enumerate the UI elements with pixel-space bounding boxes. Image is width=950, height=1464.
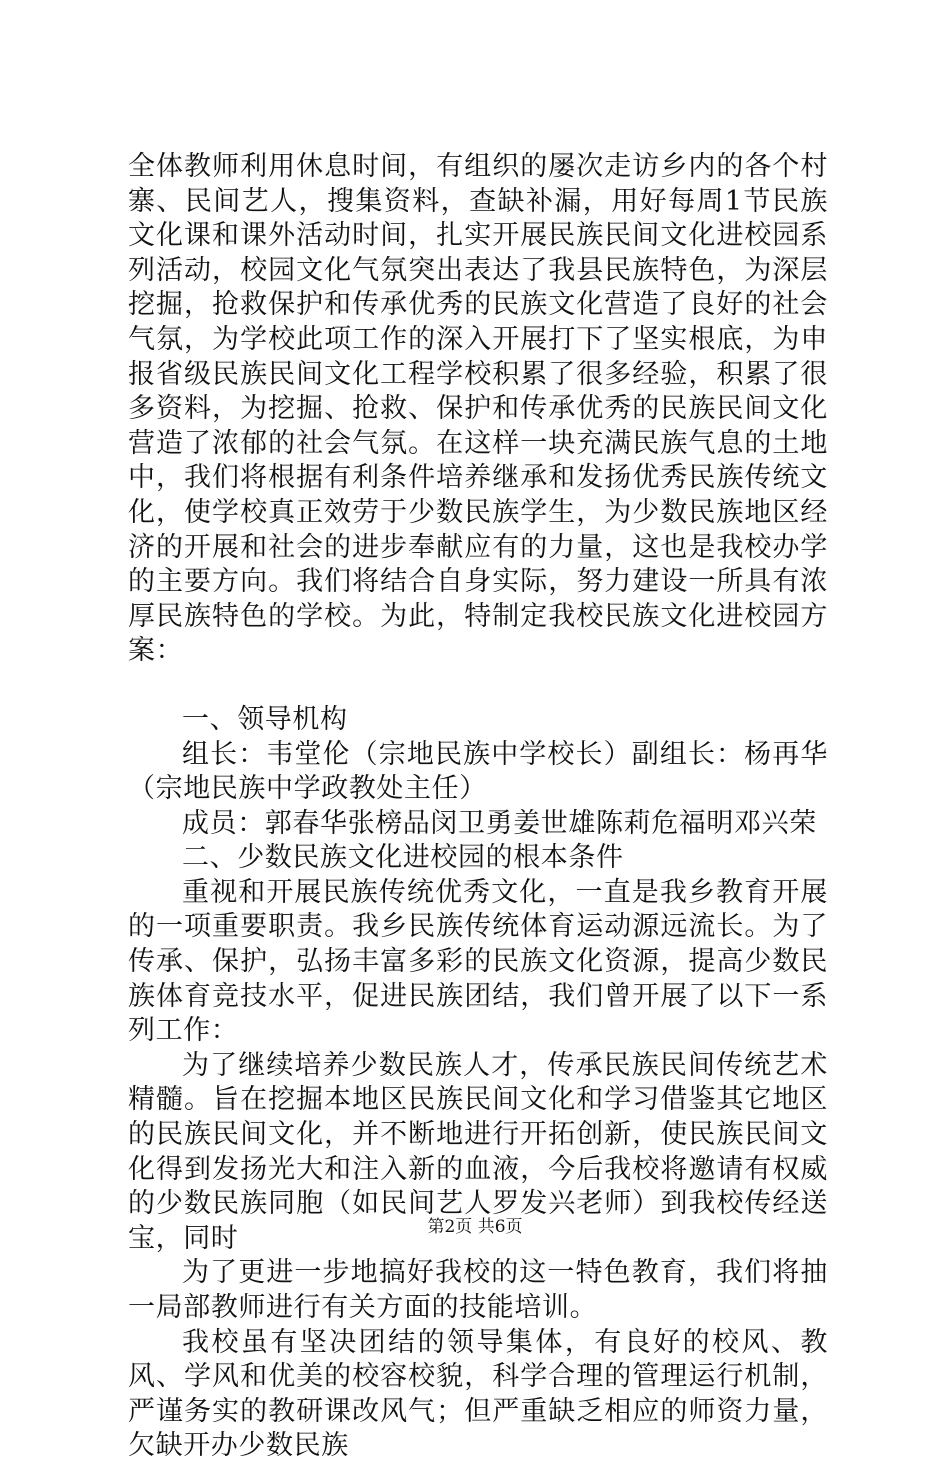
intro-paragraph: 全体教师利用休息时间，有组织的屡次走访乡内的各个村寨、民间艺人，搜集资料，查缺补漏，用好每周1节民族文化课和课外活动时间，扎实开展民族民间文化进校园系列活动，校园文化气氛突出表达了我县民族特色，为深层挖掘，抢救保护和传承优秀的民族文化营造了良好的社会气氛，为学校此项工作的深入开展打下了坚实根底，为申报省级民族民间文化工程学校积累了很多经验，积累了很多资料，为挖掘、抢救、保护和传承优秀的民族民间文化营造了浓郁的社会气氛。在这样一块充满民族气息的土地中，我们将根据有利条件培养继承和发扬优秀民族传统文化，使学校真正效劳于少数民族学生，为少数民族地区经济的开展和社会的进步奉献应有的力量，这也是我校办学的主要方向。我们将结合自身实际，努力建设一所具有浓厚民族特色的学校。为此，特制定我校民族文化进校园方案：	[128, 151, 828, 667]
conditions-paragraph: 重视和开展民族传统优秀文化，一直是我乡教育开展的一项重要职责。我乡民族传统体育运动源远流长。为了传承、保护，弘扬丰富多彩的民族文化资源，提高少数民族体育竞技水平，促进民族团结，我们曾开展了以下一系列工作：	[128, 876, 828, 1047]
page-number-footer: 第2页 共6页	[427, 1217, 523, 1237]
section-heading-leadership: 一、领导机构	[182, 703, 348, 735]
talent-paragraph: 为了继续培养少数民族人才，传承民族民间传统艺术精髓。旨在挖掘本地区民族民间文化和学习借鉴其它地区的民族民间文化，并不断地进行开拓创新，使民族民间文化得到发扬光大和注入新的血液，今后我校将邀请有权威的少数民族同胞（如民间艺人罗发兴老师）到我校传经送宝，同时	[128, 1049, 828, 1254]
members-line: 成员：郭春华张榜品闵卫勇姜世雄陈莉危福明邓兴荣	[182, 807, 817, 839]
document-body	[128, 150, 828, 1464]
school-paragraph: 我校虽有坚决团结的领导集体，有良好的校风、教风、学风和优美的校容校貌，科学合理的管理运行机制，严谨务实的教研课改风气；但严重缺乏相应的师资力量，欠缺开办少数民族	[128, 1326, 828, 1462]
training-paragraph: 为了更进一步地搞好我校的这一特色教育，我们将抽一局部教师进行有关方面的技能培训。	[128, 1257, 828, 1323]
section-heading-conditions: 二、少数民族文化进校园的根本条件	[182, 842, 624, 874]
leader-line: 组长：韦堂伦（宗地民族中学校长）副组长：杨再华（宗地民族中学政教处主任）	[128, 738, 828, 805]
